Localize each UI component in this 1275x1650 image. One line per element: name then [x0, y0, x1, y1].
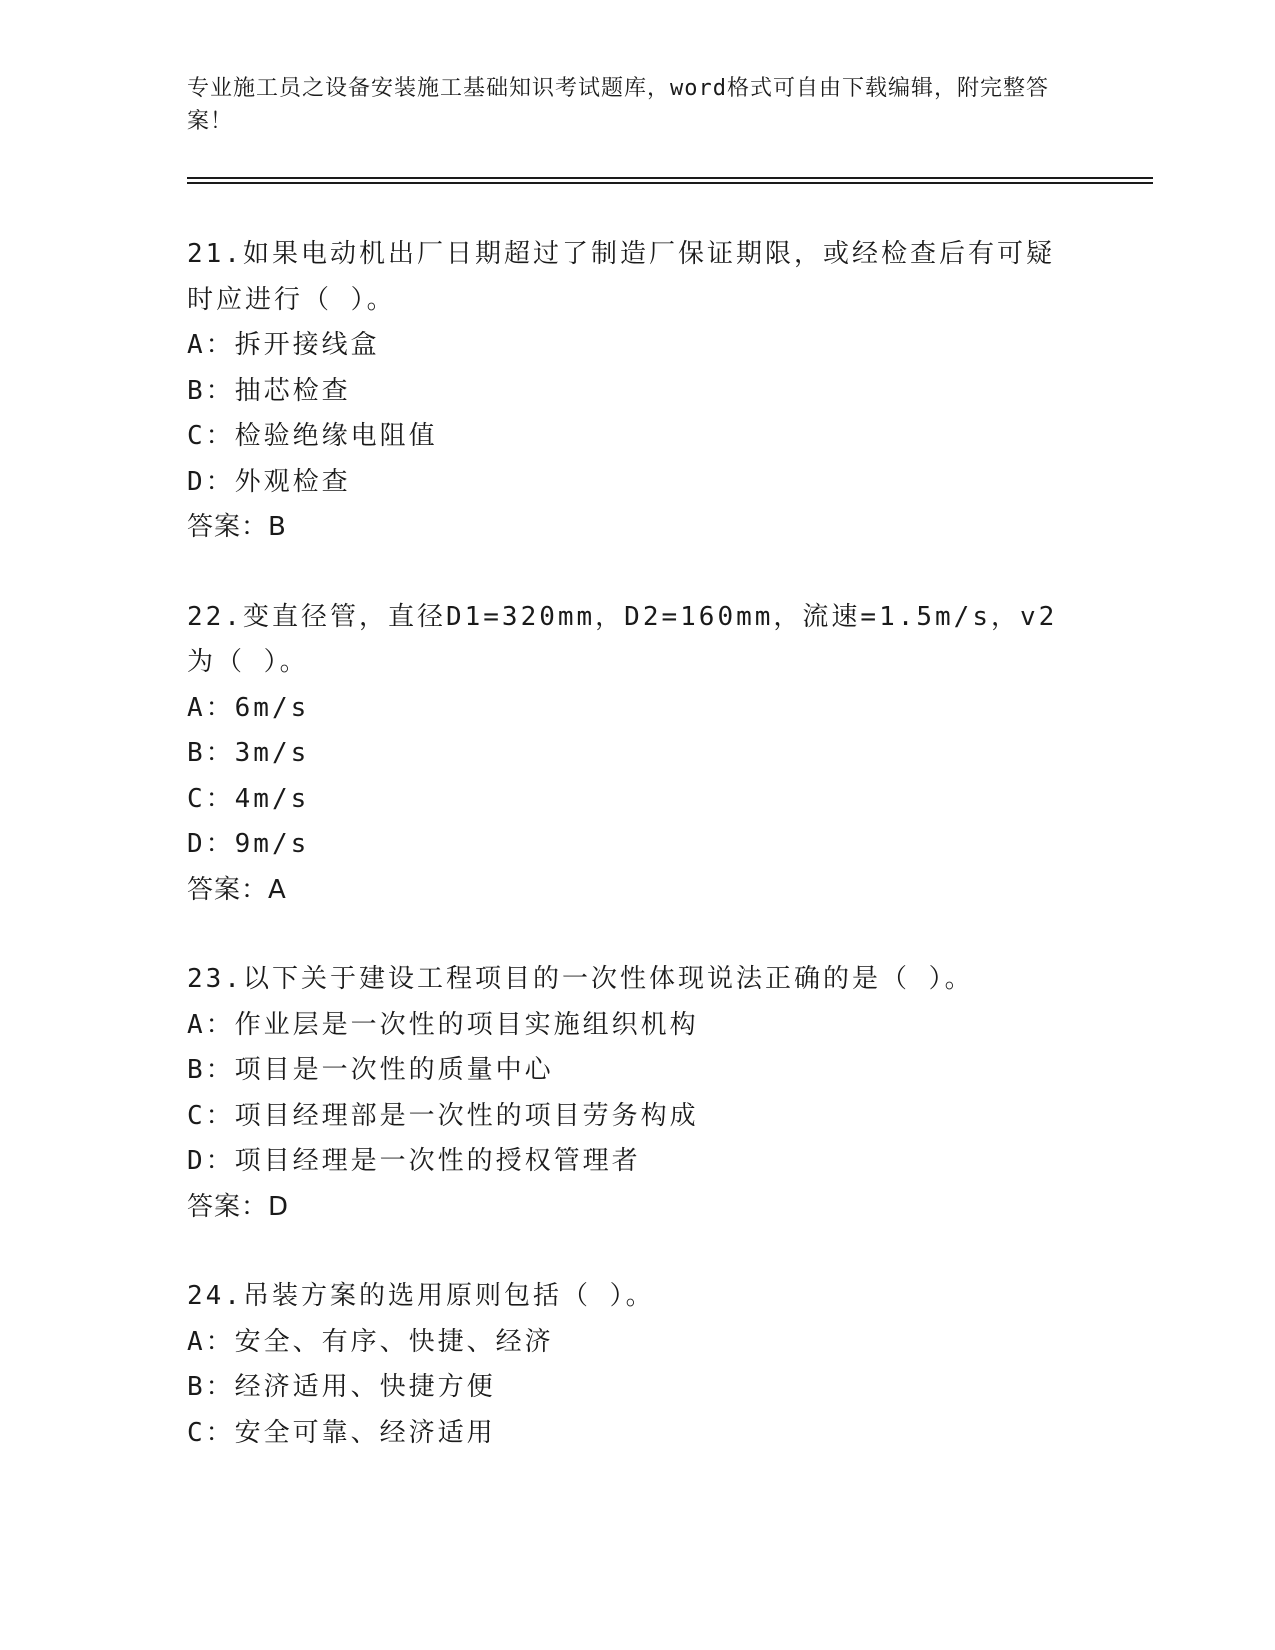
option-a: A：6m/s [187, 692, 310, 723]
option-c: C：4m/s [187, 783, 310, 814]
option-b: B：经济适用、快捷方便 [187, 1372, 496, 1402]
option-b: B：项目是一次性的质量中心 [187, 1055, 554, 1085]
header-divider-bottom [187, 182, 1153, 184]
option-c: C：项目经理部是一次性的项目劳务构成 [187, 1100, 699, 1131]
option-a: A：拆开接线盒 [187, 330, 380, 360]
option-c: C：安全可靠、经济适用 [187, 1417, 496, 1448]
question-21 [187, 232, 1087, 551]
question-stem: 23.以下关于建设工程项目的一次性体现说法正确的是（ ）。 [187, 964, 974, 994]
question-24 [187, 1274, 1087, 1456]
question-list [187, 232, 1087, 1500]
question-stem: 22.变直径管，直径D1=320mm，D2=160mm，流速=1.5m/s，v2为（ ）。 [187, 601, 1058, 677]
option-b: B：抽芯检查 [187, 375, 351, 406]
document-header: 专业施工员之设备安装施工基础知识考试题库，word格式可自由下载编辑，附完整答案！ [187, 76, 1049, 134]
option-d: D：9m/s [187, 829, 310, 859]
option-a: A：安全、有序、快捷、经济 [187, 1326, 554, 1357]
question-stem: 21.如果电动机出厂日期超过了制造厂保证期限，或经检查后有可疑时应进行（ ）。 [187, 239, 1055, 315]
question-23 [187, 957, 1087, 1230]
option-b: B：3m/s [187, 738, 310, 768]
option-d: D：外观检查 [187, 466, 351, 497]
question-22 [187, 595, 1087, 914]
answer-label: 答案：A [187, 874, 287, 905]
header-divider-top [187, 177, 1153, 179]
option-c: C：检验绝缘电阻值 [187, 421, 438, 451]
question-stem: 24.吊装方案的选用原则包括（ ）。 [187, 1281, 655, 1311]
answer-label: 答案：D [187, 1191, 290, 1222]
option-a: A：作业层是一次性的项目实施组织机构 [187, 1009, 699, 1040]
option-d: D：项目经理是一次性的授权管理者 [187, 1146, 641, 1176]
answer-label: 答案：B [187, 512, 287, 542]
